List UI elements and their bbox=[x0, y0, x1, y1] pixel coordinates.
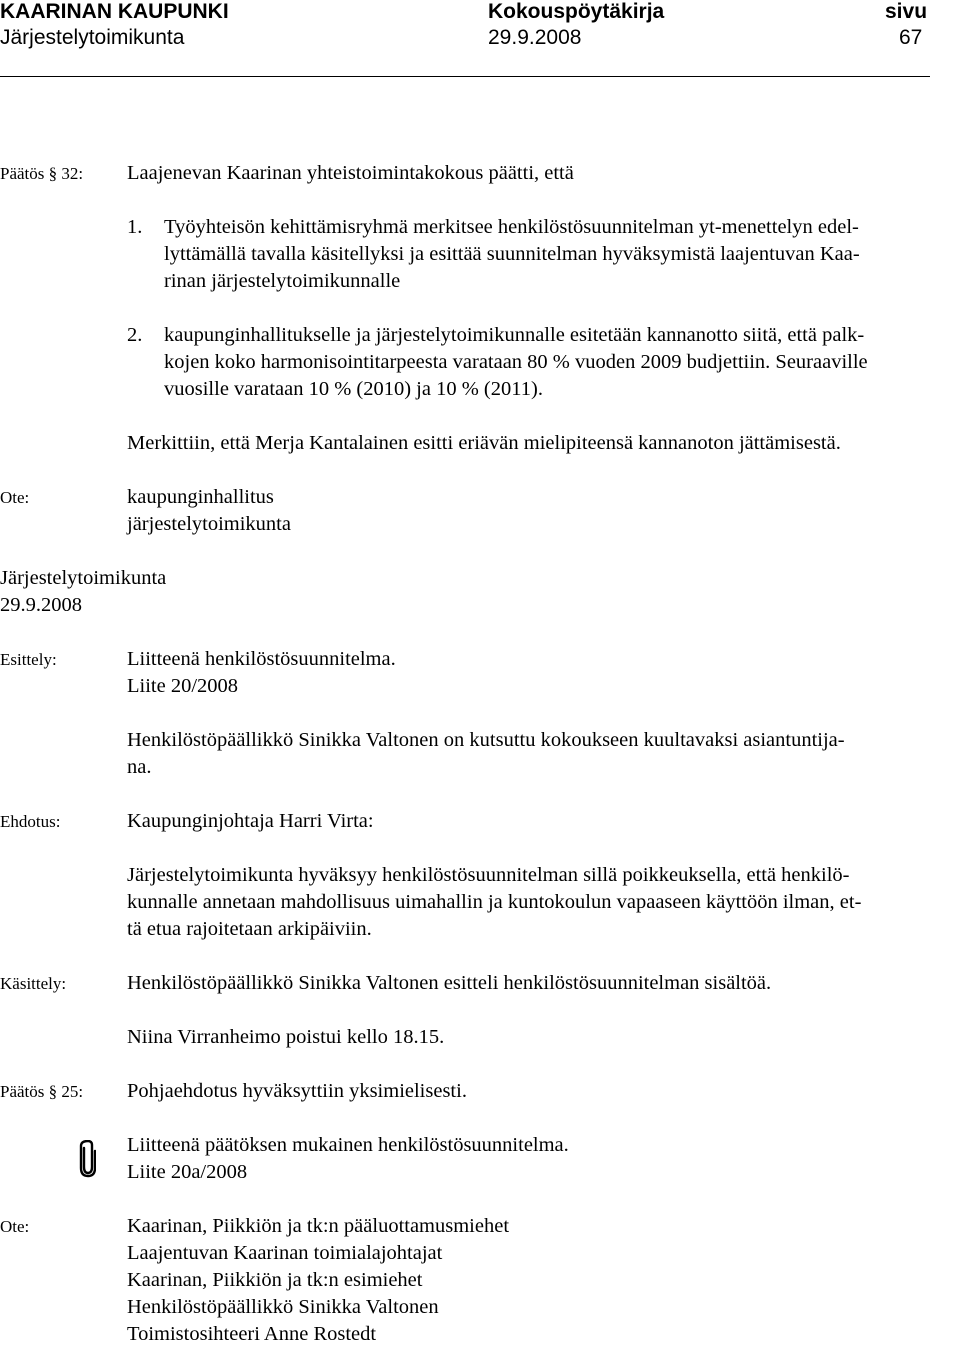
decision25-label: Päätös § 25: bbox=[0, 1082, 84, 1101]
ote2-recipients: Kaarinan, Piikkiön ja tk:n pääluottamusmiehet Laajentuvan Kaarinan toimialajohtajat Kaarinan, Piikkiön ja tk:n esimiehet Henkilöstöpäällikkö Sinikka Valtonen Toimistosihteeri Anne Rostedt bbox=[127, 1215, 510, 1345]
ehdotus-label: Ehdotus: bbox=[0, 812, 61, 831]
page-number: 67 bbox=[899, 26, 923, 49]
ehdotus-proposer: Kaupunginjohtaja Harri Virta: bbox=[127, 810, 374, 832]
decision32-item-1: 1. Työyhteisön kehittämisryhmä merkitsee henkilöstösuunnitelman yt-menettelyn edel- lyttämällä tavalla käsitellyksi ja esittää suunnitelman hyväksymistä laajentuvan Kaa- rinan järjestelytoimikunnalle bbox=[127, 216, 860, 292]
kasittely-note: Niina Virranheimo poistui kello 18.15. bbox=[127, 1026, 445, 1048]
document-type: Kokouspöytäkirja bbox=[488, 0, 665, 23]
decision32-intro: Laajenevan Kaarinan yhteistoimintakokous päätti, että bbox=[127, 162, 574, 184]
ehdotus-text: Järjestelytoimikunta hyväksyy henkilöstösuunnitelman sillä poikkeuksella, että henkilö- kunnalle annetaan mahdollisuus uimahallin ja kuntokoulun vapaaseen käyttöön ilman, et- tä etua rajoitetaan arkipäiviin. bbox=[127, 864, 862, 940]
ote2-label: Ote: bbox=[0, 1217, 30, 1236]
esittely-expert: Henkilöstöpäällikkö Sinikka Valtonen on kutsuttu kokoukseen kuultavaksi asiantuntija- na. bbox=[127, 729, 845, 778]
ote1-label: Ote: bbox=[0, 488, 30, 507]
header-body-name: Järjestelytoimikunta bbox=[0, 26, 185, 49]
decision25-attachment: Liitteenä päätöksen mukainen henkilöstösuunnitelma. Liite 20a/2008 bbox=[127, 1134, 569, 1183]
esittely-text: Liitteenä henkilöstösuunnitelma. Liite 20/2008 bbox=[127, 648, 396, 697]
ote1-recipients: kaupunginhallitus järjestelytoimikunta bbox=[127, 486, 291, 535]
meeting-date: 29.9.2008 bbox=[0, 594, 82, 616]
page-label: sivu bbox=[885, 0, 928, 23]
meeting-name: Järjestelytoimikunta bbox=[0, 567, 167, 589]
header-rule bbox=[0, 76, 930, 77]
kasittely-text: Henkilöstöpäällikkö Sinikka Valtonen esitteli henkilöstösuunnitelman sisältöä. bbox=[127, 972, 772, 994]
decision32-note: Merkittiin, että Merja Kantalainen esitti eriävän mielipiteensä kannanoton jättämisestä. bbox=[127, 432, 841, 454]
decision25-text: Pohjaehdotus hyväksyttiin yksimielisesti. bbox=[127, 1080, 467, 1102]
paperclip-icon bbox=[78, 1140, 96, 1178]
decision32-item-2: 2. kaupunginhallitukselle ja järjestelytoimikunnalle esitetään kannanotto siitä, että palk- kojen koko harmonisointitarpeesta varataan 80 % vuoden 2009 budjettiin. Seuraaville vuosille varataan 10 % (2010) ja 10 % (2011). bbox=[127, 324, 868, 400]
organization-name: KAARINAN KAUPUNKI bbox=[0, 0, 229, 23]
header-date: 29.9.2008 bbox=[488, 26, 582, 49]
decision32-label: Päätös § 32: bbox=[0, 164, 84, 183]
esittely-label: Esittely: bbox=[0, 650, 57, 669]
kasittely-label: Käsittely: bbox=[0, 974, 67, 993]
